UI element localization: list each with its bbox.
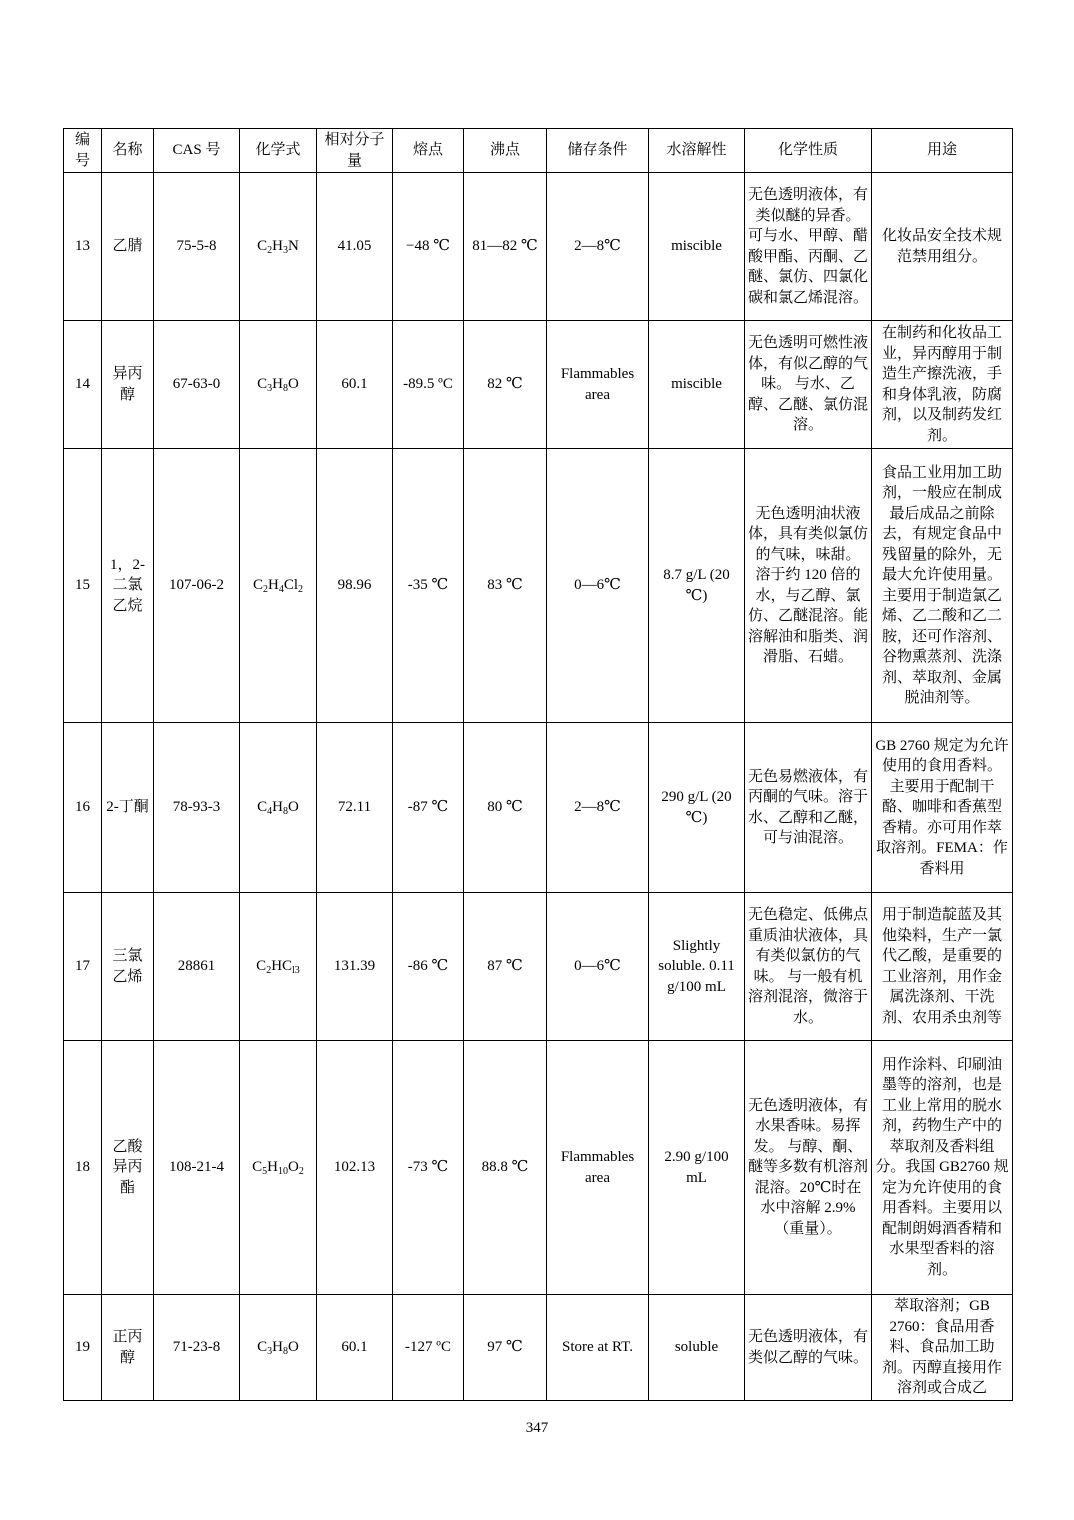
cell-molecular-weight: 98.96 <box>317 449 393 723</box>
cell-boiling-point: 83 ℃ <box>464 449 547 723</box>
cell-number: 19 <box>64 1295 102 1401</box>
cell-uses: 用于制造靛蓝及其他染料，生产一氯代乙酸，是重要的工业溶剂，用作金属洗涤剂、干洗剂、农用杀虫剂等 <box>872 893 1013 1041</box>
cell-number: 14 <box>64 321 102 449</box>
header-cell: 化学性质 <box>745 129 872 173</box>
cell-melting-point: -89.5 ºC <box>393 321 464 449</box>
cell-number: 15 <box>64 449 102 723</box>
cell-boiling-point: 88.8 ℃ <box>464 1041 547 1295</box>
header-cell: CAS 号 <box>154 129 240 173</box>
cell-properties: 无色稳定、低佛点重质油状液体，具有类似氯仿的气味。 与一般有机溶剂混溶，微溶于水。 <box>745 893 872 1041</box>
cell-name: 乙酸异丙酯 <box>102 1041 154 1295</box>
cell-name: 乙腈 <box>102 173 154 321</box>
cell-melting-point: -127 ºC <box>393 1295 464 1401</box>
cell-properties: 无色透明油状液体，具有类似氯仿的气味，味甜。 溶于约 120 倍的水，与乙醇、氯仿、乙醚混溶。能溶解油和脂类、润滑脂、石蜡。 <box>745 449 872 723</box>
cell-storage: Flammables area <box>547 1041 649 1295</box>
cell-cas: 107-06-2 <box>154 449 240 723</box>
header-cell: 化学式 <box>240 129 317 173</box>
header-cell: 水溶解性 <box>649 129 745 173</box>
cell-cas: 78-93-3 <box>154 723 240 893</box>
cell-melting-point: -86 ℃ <box>393 893 464 1041</box>
cell-name: 异丙醇 <box>102 321 154 449</box>
cell-solubility: miscible <box>649 173 745 321</box>
cell-number: 13 <box>64 173 102 321</box>
table-row <box>64 449 1013 723</box>
cell-name: 2-丁酮 <box>102 723 154 893</box>
cell-storage: 2—8℃ <box>547 723 649 893</box>
cell-boiling-point: 80 ℃ <box>464 723 547 893</box>
cell-formula: $C_4H_8O$ <box>240 723 317 893</box>
cell-melting-point: -87 ℃ <box>393 723 464 893</box>
cell-solubility: Slightly soluble. 0.11 g/100 mL <box>649 893 745 1041</box>
cell-properties: 无色透明液体，有水果香味。易挥发。 与醇、酮、醚等多数有机溶剂混溶。20℃时在水中溶解 2.9%（重量）。 <box>745 1041 872 1295</box>
cell-molecular-weight: 72.11 <box>317 723 393 893</box>
cell-name: 三氯乙烯 <box>102 893 154 1041</box>
cell-storage: 0—6℃ <box>547 893 649 1041</box>
cell-formula: $C_5H_{10}O_2$ <box>240 1041 317 1295</box>
header-cell: 相对分子量 <box>317 129 393 173</box>
table-row <box>64 321 1013 449</box>
header-cell: 沸点 <box>464 129 547 173</box>
table-row <box>64 1295 1013 1401</box>
chemical-table <box>63 128 1013 1401</box>
cell-storage: Store at RT. <box>547 1295 649 1401</box>
cell-name: 1，2-二氯乙烷 <box>102 449 154 723</box>
cell-properties: 无色透明液体，有类似乙醇的气味。 <box>745 1295 872 1401</box>
cell-molecular-weight: 60.1 <box>317 1295 393 1401</box>
cell-cas: 75-5-8 <box>154 173 240 321</box>
cell-formula: $C_2H_3N$ <box>240 173 317 321</box>
cell-solubility: 8.7 g/L (20 ℃) <box>649 449 745 723</box>
cell-name: 正丙醇 <box>102 1295 154 1401</box>
cell-formula: $C_2H_4Cl_2$ <box>240 449 317 723</box>
cell-number: 17 <box>64 893 102 1041</box>
cell-storage: Flammables area <box>547 321 649 449</box>
cell-solubility: soluble <box>649 1295 745 1401</box>
cell-boiling-point: 87 ℃ <box>464 893 547 1041</box>
cell-cas: 67-63-0 <box>154 321 240 449</box>
cell-melting-point: -73 ℃ <box>393 1041 464 1295</box>
cell-melting-point: -35 ℃ <box>393 449 464 723</box>
cell-boiling-point: 97 ℃ <box>464 1295 547 1401</box>
cell-properties: 无色透明可燃性液体，有似乙醇的气味。 与水、乙醇、乙醚、氯仿混溶。 <box>745 321 872 449</box>
cell-uses: 萃取溶剂；GB 2760：食品用香料、食品加工助剂。丙醇直接用作溶剂或合成乙 <box>872 1295 1013 1401</box>
cell-properties: 无色易燃液体，有丙酮的气味。溶于水、乙醇和乙醚，可与油混溶。 <box>745 723 872 893</box>
header-cell: 编号 <box>64 129 102 173</box>
table-row <box>64 1041 1013 1295</box>
cell-formula: $C_2HC_{l3}$ <box>240 893 317 1041</box>
cell-molecular-weight: 60.1 <box>317 321 393 449</box>
cell-storage: 0—6℃ <box>547 449 649 723</box>
cell-boiling-point: 81—82 ℃ <box>464 173 547 321</box>
cell-uses: 化妆品安全技术规范禁用组分。 <box>872 173 1013 321</box>
cell-formula: $C_3H_8O$ <box>240 1295 317 1401</box>
cell-cas: 71-23-8 <box>154 1295 240 1401</box>
table-row <box>64 723 1013 893</box>
cell-cas: 108-21-4 <box>154 1041 240 1295</box>
header-cell: 用途 <box>872 129 1013 173</box>
cell-uses: 食品工业用加工助剂，一般应在制成最后成品之前除去，有规定食品中残留量的除外，无最大允许使用量。主要用于制造氯乙烯、乙二酸和乙二胺，还可作溶剂、谷物熏蒸剂、洗涤剂、萃取剂、金属脱油剂等。 <box>872 449 1013 723</box>
cell-formula: $C_3H_8O$ <box>240 321 317 449</box>
page-number: 347 <box>525 1420 549 1436</box>
cell-cas: 28861 <box>154 893 240 1041</box>
cell-molecular-weight: 131.39 <box>317 893 393 1041</box>
header-cell: 储存条件 <box>547 129 649 173</box>
cell-storage: 2—8℃ <box>547 173 649 321</box>
cell-solubility: 290 g/L (20 ℃) <box>649 723 745 893</box>
cell-properties: 无色透明液体，有类似醚的异香。 可与水、甲醇、醋酸甲酯、丙酮、乙醚、氯仿、四氯化碳和氯乙烯混溶。 <box>745 173 872 321</box>
cell-uses: 用作涂料、印刷油墨等的溶剂，也是工业上常用的脱水剂，药物生产中的萃取剂及香料组分。我国 GB2760 规定为允许使用的食用香料。主要用以配制朗姆酒香精和水果型香料的溶剂。 <box>872 1041 1013 1295</box>
cell-melting-point: −48 ℃ <box>393 173 464 321</box>
cell-solubility: miscible <box>649 321 745 449</box>
cell-number: 16 <box>64 723 102 893</box>
cell-boiling-point: 82 ℃ <box>464 321 547 449</box>
table-row <box>64 173 1013 321</box>
cell-molecular-weight: 41.05 <box>317 173 393 321</box>
header-cell: 名称 <box>102 129 154 173</box>
cell-uses: GB 2760 规定为允许使用的食用香料。主要用于配制干酪、咖啡和香蕉型香精。亦可用作萃取溶剂。FEMA：作香料用 <box>872 723 1013 893</box>
header-row <box>64 129 1013 173</box>
cell-number: 18 <box>64 1041 102 1295</box>
cell-uses: 在制药和化妆品工业，异丙醇用于制造生产擦洗液，手和身体乳液，防腐剂，以及制药发红剂。 <box>872 321 1013 449</box>
table-row <box>64 893 1013 1041</box>
cell-solubility: 2.90 g/100 mL <box>649 1041 745 1295</box>
cell-molecular-weight: 102.13 <box>317 1041 393 1295</box>
header-cell: 熔点 <box>393 129 464 173</box>
